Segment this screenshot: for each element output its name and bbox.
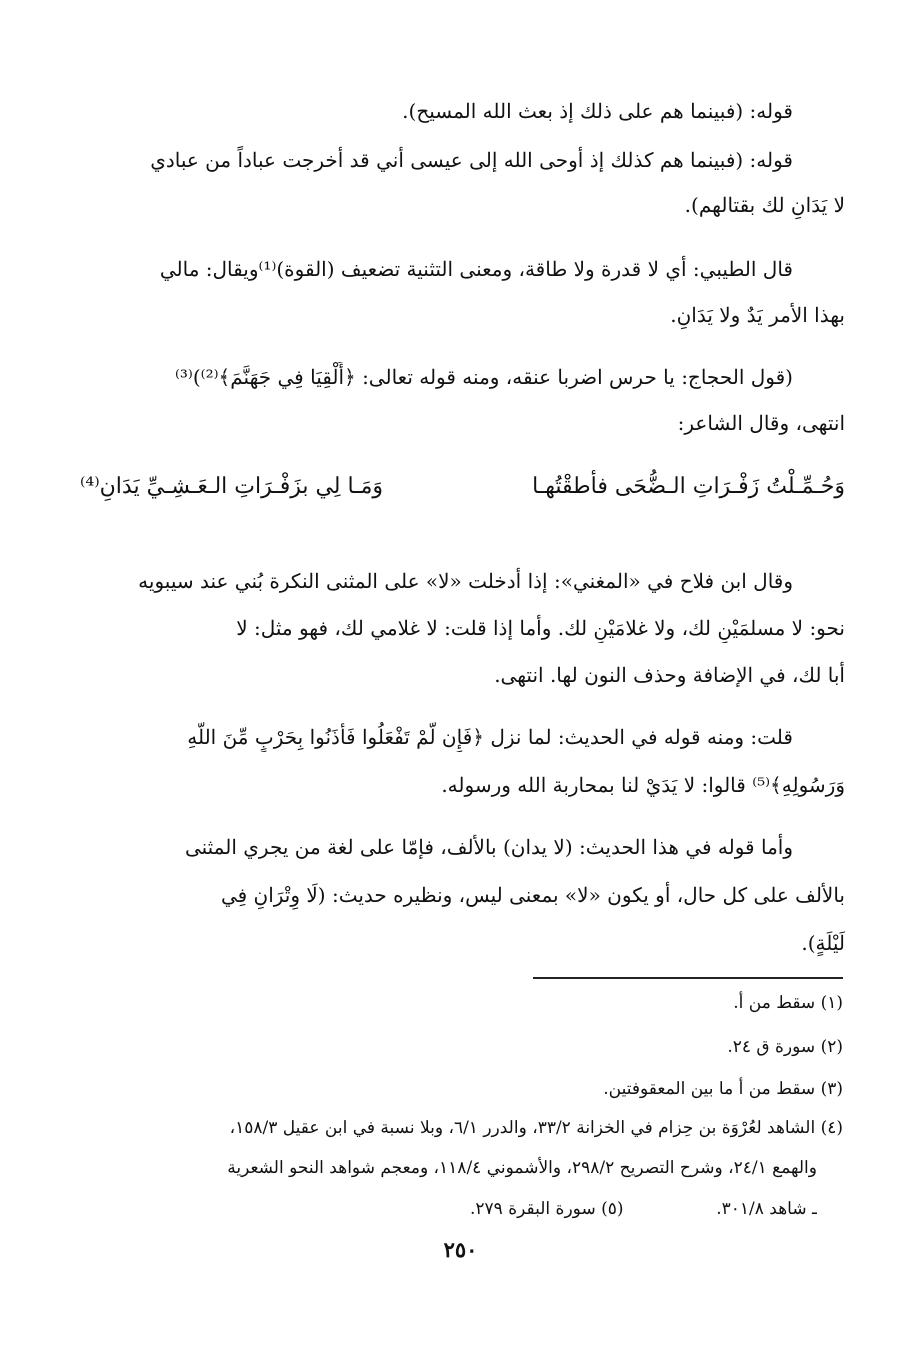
footnote-continuation: ـ شاهد ٣٠١/٨. xyxy=(716,1199,817,1219)
paragraph-line: أبا لك، في الإضافة وحذف النون لها. انتهى. xyxy=(494,663,845,687)
footnote: (١) سقط من أ. xyxy=(733,993,843,1013)
paragraph-line: قوله: (فبينما هم كذلك إذ أوحى الله إلى عيسى أني قد أخرجت عباداً من عبادي xyxy=(150,148,793,172)
page-number: ٢٥٠ xyxy=(443,1237,478,1262)
paragraph-line: لَيْلَةٍ). xyxy=(801,931,845,955)
paragraph-line: وأما قوله في هذا الحديث: (لا يدان) بالألف، فإمّا على لغة من يجري المثنى xyxy=(184,835,793,859)
paragraph-line: وقال ابن فلاح في «المغني»: إذا أدخلت «لا» على المثنى النكرة بُني عند سيبويه xyxy=(138,569,793,593)
footnote: (٣) سقط من أ ما بين المعقوفتين. xyxy=(603,1079,843,1099)
paragraph-line: قوله: (فبينما هم على ذلك إذ بعث الله المسيح). xyxy=(402,99,793,123)
paragraph-line: انتهى، وقال الشاعر: xyxy=(677,411,845,435)
paragraph-line: قلت: ومنه قوله في الحديث: لما نزل ﴿فَإِن لَّمْ تَفْعَلُوا فَأْذَنُوا بِحَرْبٍ مِّنَ اللَّهِ xyxy=(187,725,793,749)
paragraph-line: (قول الحجاج: يا حرس اضربا عنقه، ومنه قوله تعالى: ﴿أَلْقِيَا فِي جَهَنَّمَ﴾⁽²⁾)⁽³⁾ xyxy=(174,365,793,389)
footnote-separator xyxy=(533,977,843,979)
paragraph-line: وَرَسُولِهِ﴾⁽⁵⁾ قالوا: لا يَدَيْ لنا بمحاربة الله ورسوله. xyxy=(441,773,845,797)
verse-first-hemistich: وَحُـمِّـلْتُ زَفْـرَاتِ الـضُّحَى فأطقْتُهـا xyxy=(532,474,845,499)
paragraph-line: بهذا الأمر يَدٌ ولا يَدَانِ. xyxy=(670,303,845,327)
paragraph-line: قال الطيبي: أي لا قدرة ولا طاقة، ومعنى التثنية تضعيف (القوة)⁽¹⁾ويقال: مالي xyxy=(159,257,793,281)
paragraph-line: نحو: لا مسلمَيْنِ لك، ولا غلامَيْنِ لك. وأما إذا قلت: لا غلامي لك، فهو مثل: لا xyxy=(236,616,845,640)
verse-second-hemistich: وَمَـا لِي بزَفْـرَاتِ الـعَـشِـيِّ يَدَانِ⁽⁴⁾ xyxy=(80,474,384,499)
footnote-continuation: والهمع ٢٤/١، وشرح التصريح ٢٩٨/٢، والأشموني ١١٨/٤، ومعجم شواهد النحو الشعرية xyxy=(227,1158,817,1178)
footnote: (٤) الشاهد لعُرْوَة بن حِزام في الخزانة ٣٣/٢، والدرر ٦/١، وبلا نسبة في ابن عقيل ١٥٨/٣، xyxy=(229,1118,843,1138)
footnote: (٢) سورة ق ٢٤. xyxy=(727,1037,843,1057)
footnote: (٥) سورة البقرة ٢٧٩. xyxy=(470,1199,624,1219)
paragraph-line: لا يَدَانِ لك بقتالهم). xyxy=(684,193,845,217)
paragraph-line: بالألف على كل حال، أو يكون «لا» بمعنى ليس، ونظيره حديث: (لَا وِتْرَانِ فِي xyxy=(220,883,845,907)
